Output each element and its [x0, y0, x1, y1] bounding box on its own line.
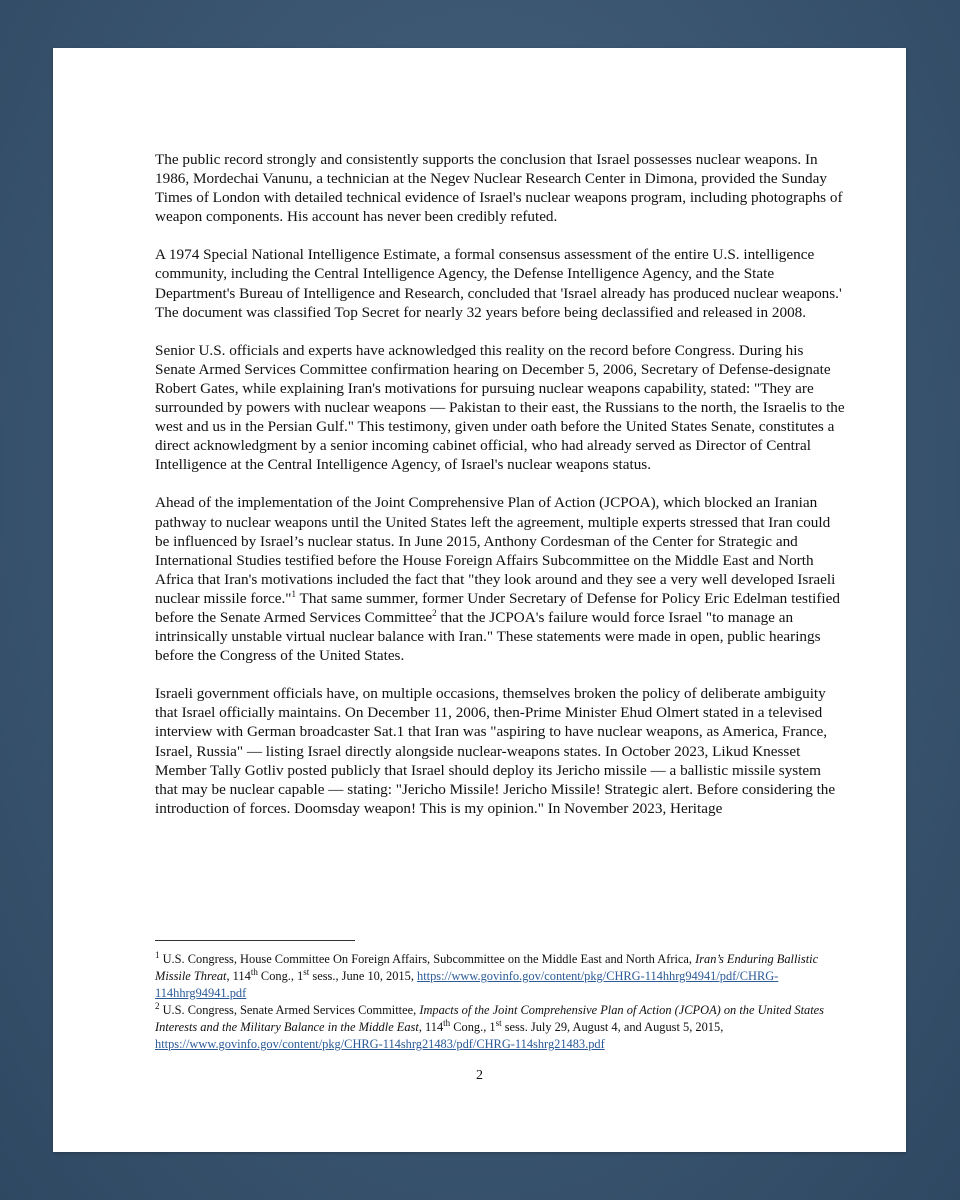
paragraph-text: That same summer, former Under Secretary of Defense for Policy Eric Edelman testified before the Senate Armed Services Committee — [155, 589, 840, 626]
footnote-text: U.S. Congress, Senate Armed Services Committee, — [159, 1003, 420, 1017]
footnote-title: Impacts of the Joint Comprehensive Plan of Action (JCPOA) on the United States Interests and the Military Balance in the Middle East — [155, 1003, 825, 1034]
footnote-ref[interactable]: 1 — [291, 588, 297, 599]
paragraph: Senior U.S. officials and experts have acknowledged this reality on the record before Congress. During his Senate Armed Services Committee confirmation hearing on December 5, 2006, Secretary of Defense-designate Robert Gates, while explaining Iran's motivations for pursuing nuclear weapons capability, stated: "They are surrounded by powers with nuclear weapons — Pakistan to their east, the Russians to the north, the Israelis to the west and us in the Persian Gulf." This testimony, given under oath before the United States Senate, constitutes a direct acknowledgment by a senior incoming cabinet official, who had already served as Director of Central Intelligence at the Central Intelligence Agency, of Israel's nuclear weapons status. — [155, 341, 845, 474]
footnote-number: 2 — [155, 1000, 160, 1011]
footnote — [155, 951, 845, 1002]
footnotes-section — [155, 940, 845, 1053]
paragraph: The public record strongly and consistently supports the conclusion that Israel possesses nuclear weapons. In 1986, Mordechai Vanunu, a technician at the Negev Nuclear Research Center in Dimona, provided the Sunday Times of London with detailed technical evidence of Israel's nuclear weapons program, including photographs of weapon components. His account has never been credibly refuted. — [155, 151, 843, 226]
footnote-link[interactable]: https://www.govinfo.gov/content/pkg/CHRG-114hhrg94941/pdf/CHRG-114hhrg94941.pdf — [155, 969, 779, 1000]
page-number: 2 — [476, 1068, 483, 1083]
paragraph — [155, 493, 845, 665]
footnote-text: , 114 — [226, 969, 251, 983]
ordinal-suffix: st — [303, 966, 310, 977]
footnote — [155, 1002, 845, 1053]
ordinal-suffix: th — [443, 1017, 451, 1028]
footnote-text: , 114 — [418, 1020, 444, 1034]
footnote-ref[interactable]: 2 — [432, 607, 437, 618]
paragraph-text: Ahead of the implementation of the Joint Comprehensive Plan of Action (JCPOA), which blocked an Iranian pathway to nuclear weapons until the United States left the agreement, multiple experts stressed that Iran could be influenced by Israel’s nuclear status. In June 2015, Anthony Cordesman of the Center for Strategic and International Studies testified before the House Foreign Affairs Subcommittee on the Middle East and North Africa that Iran's motivations included the fact that "they look around and they see a very well developed Israeli nuclear missile force." — [155, 494, 836, 607]
footnote-text: sess. July 29, August 4, and August 5, 2015, — [501, 1020, 724, 1034]
ordinal-suffix: st — [495, 1017, 502, 1028]
ordinal-suffix: th — [250, 966, 258, 977]
footnote-text: Cong., 1 — [257, 969, 304, 983]
document-page — [53, 48, 906, 1152]
document-body — [155, 150, 845, 837]
footnote-separator — [155, 940, 355, 941]
footnote-text: U.S. Congress, House Committee On Foreign Affairs, Subcommittee on the Middle East and North Africa, — [159, 952, 696, 966]
footnote-link[interactable]: https://www.govinfo.gov/content/pkg/CHRG-114shrg21483/pdf/CHRG-114shrg21483.pdf — [155, 1037, 605, 1051]
footnote-title: Iran’s Enduring Ballistic Missile Threat — [155, 952, 819, 983]
footnote-text: sess., June 10, 2015, — [309, 969, 418, 983]
paragraph-text: that the JCPOA's failure would force Israel "to manage an intrinsically unstable virtual nuclear balance with Iran." These statements were made in open, public hearings before the Congress of the United States. — [155, 608, 821, 665]
paragraph: Israeli government officials have, on multiple occasions, themselves broken the policy of deliberate ambiguity that Israel officially maintains. On December 11, 2006, then-Prime Minister Ehud Olmert stated in a televised interview with German broadcaster Sat.1 that Iran was "aspiring to have nuclear weapons, as America, France, Israel, Russia" — listing Israel directly alongside nuclear-weapons states. In October 2023, Likud Knesset Member Tally Gotliv posted publicly that Israel should deploy its Jericho missile — a ballistic missile system that may be nuclear capable — stating: "Jericho Missile! Jericho Missile! Strategic alert. Before considering the introduction of forces. Doomsday weapon! This is my opinion." In November 2023, Heritage — [155, 685, 836, 817]
footnote-text: Cong., 1 — [450, 1020, 496, 1034]
paragraph: A 1974 Special National Intelligence Estimate, a formal consensus assessment of the entire U.S. intelligence community, including the Central Intelligence Agency, the Defense Intelligence Agency, and the State Department's Bureau of Intelligence and Research, concluded that 'Israel already has produced nuclear weapons.' The document was classified Top Secret for nearly 32 years before being declassified and released in 2008. — [155, 246, 842, 321]
footnote-number: 1 — [155, 949, 160, 960]
